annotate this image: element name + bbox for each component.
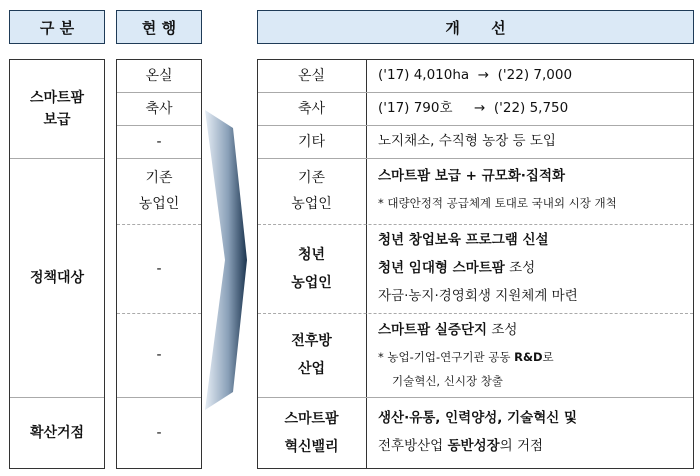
header-category xyxy=(9,10,105,44)
improve-label-r1 xyxy=(257,59,366,92)
category-policy xyxy=(9,158,105,397)
detail-r4-note: * 대량안정적 공급체계 토대로 국내외 시장 개척 xyxy=(378,196,617,210)
header-improvement xyxy=(257,10,694,44)
detail-r6-line1-b: 조성 xyxy=(487,322,518,338)
improve-label-r7-line1: 스마트팜 xyxy=(284,411,339,427)
current-r4 xyxy=(116,158,202,224)
header-current xyxy=(116,10,202,44)
category-smartfarm xyxy=(9,59,105,158)
detail-r6-note1 xyxy=(378,347,554,368)
current-r5 xyxy=(116,224,202,313)
improve-label-r7-line2: 혁신밸리 xyxy=(284,439,339,455)
detail-r4-line1 xyxy=(378,166,565,187)
current-r7 xyxy=(116,397,202,469)
improvement-divider xyxy=(366,59,367,469)
header-category-label: 구 분 xyxy=(39,18,75,37)
current-r1-label: 온실 xyxy=(145,67,173,84)
current-r4-line2: 농업인 xyxy=(138,196,180,212)
improve-label-r5-line1: 청년 xyxy=(297,246,326,263)
improve-label-r5 xyxy=(257,224,366,313)
detail-r4-line1-b: 규모화·집적화 xyxy=(481,168,566,184)
current-r5-label: - xyxy=(156,260,162,277)
current-r6-label: - xyxy=(156,347,162,363)
detail-r6-line1-a: 스마트팜 실증단지 xyxy=(378,322,488,338)
improve-label-r2 xyxy=(257,92,366,125)
detail-r6-note2: 기술혁신, 신시장 창출 xyxy=(392,374,503,388)
category-expansion xyxy=(9,397,105,469)
detail-r7-line1: 생산·유통, 인력양성, 기술혁신 및 xyxy=(378,410,578,426)
category-smartfarm-line2: 보급 xyxy=(43,111,71,128)
detail-r7-line2-a: 전후방산업 xyxy=(378,438,448,454)
current-r6 xyxy=(116,313,202,397)
category-expansion-label: 확산거점 xyxy=(29,425,85,441)
improve-label-r3-text: 기타 xyxy=(297,133,326,150)
current-r2 xyxy=(116,92,202,125)
detail-r4-line1-a: 스마트팜 보급 + xyxy=(378,168,482,184)
improve-label-r7 xyxy=(257,397,366,469)
improve-label-r6-line1: 전후방 xyxy=(291,333,332,349)
current-r7-label: - xyxy=(156,425,162,441)
category-smartfarm-line1: 스마트팜 xyxy=(29,89,85,106)
detail-r6-note1-c: 로 xyxy=(542,350,554,364)
improve-label-r5-line2: 농업인 xyxy=(291,274,332,291)
category-policy-label: 정책대상 xyxy=(29,269,85,286)
detail-r6-note1-b: R&D xyxy=(514,350,543,364)
detail-r5-line2-b: 스마트팜 xyxy=(452,260,505,276)
detail-r7-line2-b: 동반성장 xyxy=(447,438,500,454)
arrow-graphic xyxy=(203,110,253,430)
detail-r6-note1-a: * 농업-기업-연구기관 공동 xyxy=(378,350,515,364)
current-r4-line1: 기존 xyxy=(145,170,173,186)
improve-label-r2-text: 축사 xyxy=(297,100,326,117)
detail-r2: ('17) 790호 → ('22) 5,750 xyxy=(378,100,569,116)
current-r1 xyxy=(116,59,202,92)
improve-label-r6 xyxy=(257,313,366,397)
detail-r5-line2-c: 조성 xyxy=(504,260,536,276)
detail-r6-line1 xyxy=(378,320,517,341)
improve-label-r4 xyxy=(257,158,366,224)
detail-r5-line3: 자금·농지·경영회생 지원체계 마련 xyxy=(378,288,578,304)
detail-r7-line2 xyxy=(378,436,543,457)
header-current-label: 현 행 xyxy=(141,18,177,37)
improve-label-r4-line1: 기존 xyxy=(297,170,326,186)
header-improvement-label: 개 선 xyxy=(445,18,506,37)
improve-label-r6-line2: 산업 xyxy=(297,361,326,377)
detail-r5-line2-a: 청년 임대형 xyxy=(378,260,453,276)
detail-r7-line2-c: 의 거점 xyxy=(499,438,544,454)
current-r3 xyxy=(116,125,202,158)
detail-r5-line2 xyxy=(378,258,535,279)
improve-label-r4-line2: 농업인 xyxy=(291,196,332,212)
detail-r3: 노지채소, 수직형 농장 등 도입 xyxy=(378,133,556,149)
detail-r5-line1: 청년 창업보육 프로그램 신설 xyxy=(378,232,549,248)
improve-label-r3 xyxy=(257,125,366,158)
current-r3-label: - xyxy=(156,133,162,150)
improve-label-r1-text: 온실 xyxy=(297,67,326,84)
detail-r1: ('17) 4,010ha → ('22) 7,000 xyxy=(378,67,573,83)
current-r2-label: 축사 xyxy=(145,100,173,117)
